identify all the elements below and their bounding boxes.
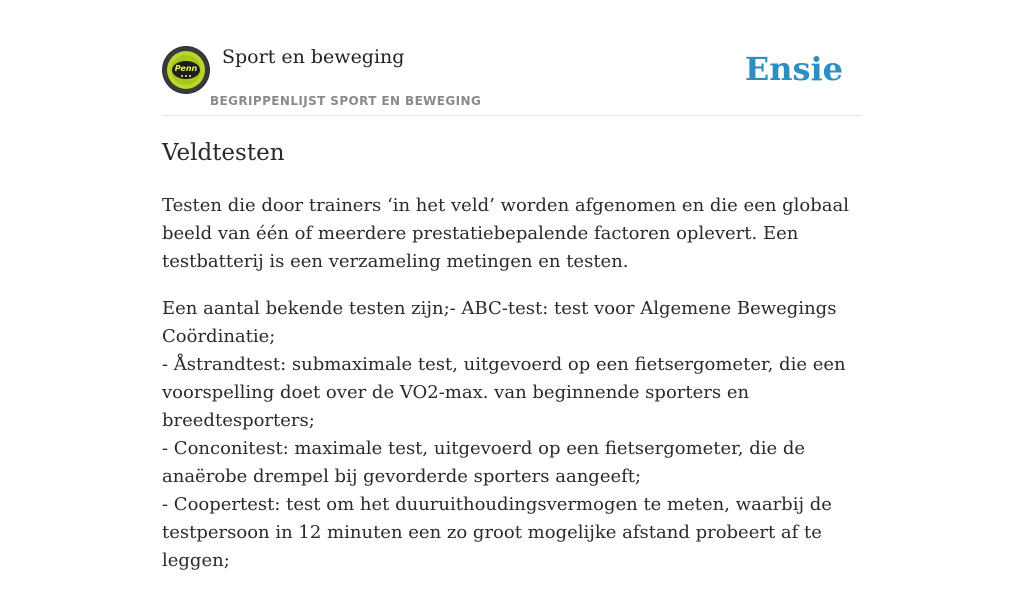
definition-body	[162, 192, 862, 594]
tests-line: - Coopertest: test om het duuruithoudingsvermogen te meten, waarbij de testpersoon in 12 minuten een zo groot mogelijke afstand probeert af te leggen;	[162, 494, 832, 571]
content-container	[162, 0, 862, 571]
category-title-link[interactable]: Sport en beweging	[222, 46, 405, 68]
glossary-name-link[interactable]: BEGRIPPENLIJST SPORT EN BEWEGING	[210, 94, 482, 108]
definition-paragraph: Testen die door trainers ‘in het veld’ worden afgenomen en die een globaal beeld van één of meerdere prestatiebepalende factoren oplevert. Een testbatterij is een verzameling metingen en testen.	[162, 195, 850, 272]
tests-line: - Conconitest: maximale test, uitgevoerd op een fietsergometer, die de anaërobe drempel bij gevorderde sporters aangeeft;	[162, 438, 806, 487]
tests-line: Een aantal bekende testen zijn;- ABC-test: test voor Algemene Bewegings Coördinatie;	[162, 298, 837, 347]
avatar-logo-text: Penn	[174, 64, 198, 73]
tests-paragraph	[162, 295, 862, 575]
category-avatar[interactable]	[162, 46, 210, 94]
term-title: Veldtesten	[162, 140, 285, 166]
brand-logo[interactable]: Ensie	[744, 50, 843, 88]
page-header	[162, 0, 862, 116]
tests-line: - Åstrandtest: submaximale test, uitgevoerd op een fietsergometer, die een voorspelling doet over de VO2-max. van beginnende sporters en breedtesporters;	[162, 354, 846, 431]
tennis-ball-icon	[162, 46, 210, 94]
